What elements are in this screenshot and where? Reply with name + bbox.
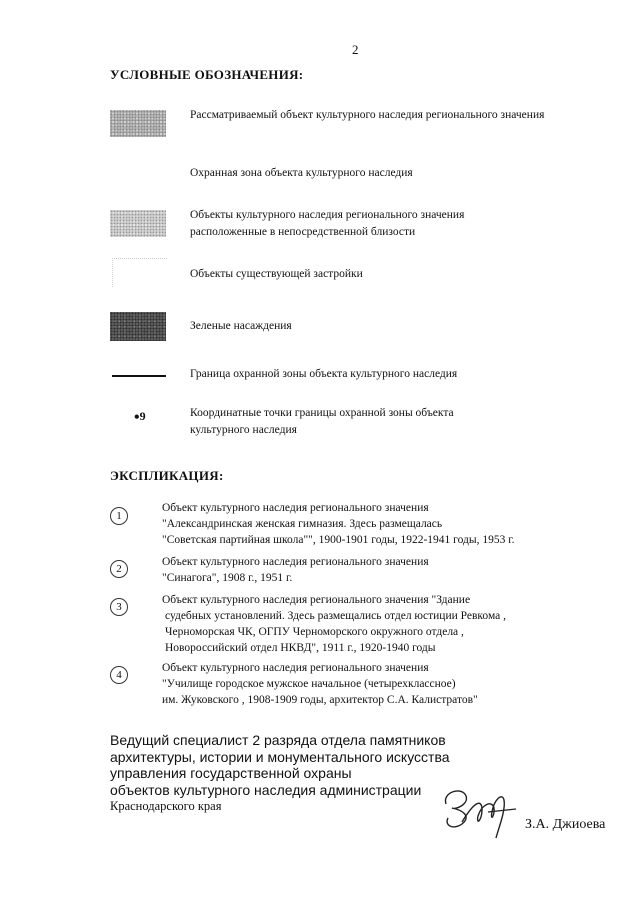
legend-swatch-object [110, 110, 166, 137]
legend-label-existing-buildings: Объекты существующей застройки [190, 268, 363, 280]
legend-label-protection-zone: Охранная зона объекта культурного наследия [190, 167, 413, 179]
explication-line: им. Жуковского , 1908-1909 годы, архитектор С.А. Калистратов" [162, 694, 478, 706]
legend-label-nearby-objects [190, 207, 464, 241]
explication-line: Черноморская ЧК, ОГПУ Черноморского окружного отдела , [165, 626, 464, 638]
explication-line: Объект культурного наследия регионального значения [162, 662, 429, 674]
explication-line: Объект культурного наследия регионального значения "Здание [162, 594, 471, 606]
legend-label-green-spaces: Зеленые насаждения [190, 320, 292, 332]
signer-position-line: Краснодарского края [110, 799, 222, 813]
explication-text-4 [162, 660, 478, 708]
legend-label-line: культурного наследия [190, 424, 297, 436]
explication-text-1 [162, 500, 515, 548]
legend-symbol-coordinate-point [134, 409, 146, 427]
legend-label-boundary: Граница охранной зоны объекта культурного наследия [190, 368, 458, 380]
legend-label-line: Координатные точки границы охранной зоны объекта [190, 407, 454, 419]
legend-swatch-green-spaces [110, 312, 166, 341]
explication-number-1: 1 [110, 507, 128, 525]
explication-heading: ЭКСПЛИКАЦИЯ: [110, 468, 224, 483]
explication-line: "Синагога", 1908 г., 1951 г. [162, 572, 293, 584]
handwritten-signature [432, 782, 522, 844]
explication-number-3: 3 [110, 598, 128, 616]
signer-position-line: архитектуры, истории и монументального искусства [110, 748, 450, 765]
legend-label-coordinate-points [190, 405, 454, 439]
signer-name: З.А. Джиоева [525, 817, 606, 832]
coordinate-point-number: 9 [139, 409, 146, 423]
legend-swatch-boundary-line [112, 375, 166, 377]
coordinate-dot-icon: • [134, 409, 140, 426]
explication-line: Объект культурного наследия регионального значения [162, 556, 429, 568]
legend-label-line: расположенные в непосредственной близости [190, 226, 416, 238]
explication-line: судебных установлений. Здесь размещались отдел юстиции Ревкома , [165, 610, 507, 622]
legend-label-object: Рассматриваемый объект культурного наследия регионального значения [190, 109, 545, 121]
explication-text-3 [162, 592, 506, 656]
signer-position-line: Ведущий специалист 2 разряда отдела памятников [110, 732, 446, 748]
legend-swatch-existing-buildings [112, 258, 167, 287]
explication-line: "Александринская женская гимназия. Здесь размещалась [162, 518, 443, 530]
explication-line: Объект культурного наследия регионального значения [162, 502, 429, 514]
explication-line: "Советская партийная школа"", 1900-1901 годы, 1922-1941 годы, 1953 г. [162, 534, 515, 546]
signer-position [110, 732, 450, 815]
signer-position-line: управления государственной охраны [110, 765, 352, 781]
legend-label-line: Объекты культурного наследия регионального значения [190, 209, 465, 221]
signer-position-line: объектов культурного наследия администрации [110, 781, 422, 798]
explication-line: Новороссийский отдел НКВД", 1911 г., 1920-1940 годы [165, 642, 436, 654]
legend-swatch-nearby-objects [110, 210, 166, 237]
explication-line: "Училище городское мужское начальное (четырехклассное) [162, 678, 456, 690]
explication-text-2 [162, 554, 429, 586]
explication-number-2: 2 [110, 560, 128, 578]
explication-number-4: 4 [110, 666, 128, 684]
page-number: 2 [352, 42, 359, 57]
legend-heading: УСЛОВНЫЕ ОБОЗНАЧЕНИЯ: [110, 67, 304, 82]
